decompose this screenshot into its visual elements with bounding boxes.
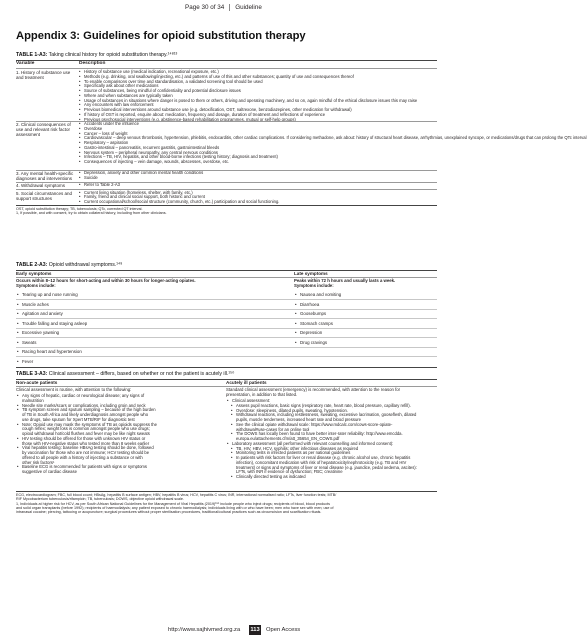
list-item: • Note: Opioid use may mask the symptoms of TB as opioids suppress the [16, 423, 157, 428]
page-title: Appendix 3: Guidelines for opioid substitution therapy [16, 30, 306, 42]
table1-row-label: 1. History of substance use and treatment [16, 70, 71, 80]
table1-row-bullets [78, 183, 120, 188]
list-item: use drugs, take sputum for Xpert MTB/RIF for diagnostic test [22, 416, 135, 422]
table2-row-separator [16, 318, 437, 319]
table1-row-description [78, 191, 279, 205]
list-item: • Diarrhoea [294, 300, 341, 310]
list-item: • Any encounters with law enforcement [78, 103, 417, 108]
table1-row-bullets [78, 191, 279, 205]
list-item: • Agitation and anxiety [16, 309, 87, 319]
list-item: • History of substance use (medical indication, recreational exposure, etc.) [78, 70, 417, 75]
list-item: other risk factors¹ [22, 459, 55, 465]
list-item: • The DOWS has locally been found to have better inter-rater reliability: http://www.emcdda. [226, 432, 417, 437]
list-item: • See the clinical opiate withdrawal scale: https://www.mdcalc.com/cows-score-opiate- [226, 423, 417, 428]
table1-row-label: 2. Clinical consequences of use and relevant risk factor assessment [16, 122, 71, 137]
table3-right-lab [226, 447, 417, 480]
list-item: • Assess pupil reactions, basic signs (respiratory rate, heart rate, blood pressure, capillary refill). [226, 404, 417, 409]
list-item: • Needle site marks/scars or complications, including groin and neck [16, 404, 157, 409]
list-item: • Methods (e.g. drinking, oral swallowing/injecting, etc.) and patterns of use of this and other substances; quantity of use and consequences thereof [78, 75, 417, 80]
list-item: • Stomach cramps [294, 319, 341, 329]
table2-row-separator [16, 328, 437, 329]
list-item: • If history of OST is reported, enquire about: medication, frequency and dosage, duration of treatment and reflections of experience [78, 113, 417, 118]
list-item: • Infections – TB, HIV, hepatitis, and other blood-borne infections (testing history; diagnosis and treatment) [78, 155, 587, 160]
table1-row-description [78, 171, 203, 181]
list-item: • Gastro-intestinal – pancreatitis, recurrent gastritis, gastrointestinal bleeds [78, 146, 587, 151]
list-item: • Nausea and vomiting [294, 290, 341, 300]
header-divider [229, 4, 230, 11]
list-item: • TB symptom screen and sputum sampling – because of the high burden [16, 408, 157, 413]
table1-row-separator [16, 121, 437, 122]
list-item: • Laboratory assessment (all performed with relevant counselling and informed consent): [226, 442, 417, 447]
footer-page-number: 113 [250, 627, 260, 633]
list-item: offered to all people with a history of injecting a substance or with [22, 454, 143, 460]
list-item: • Family, friend and clinical social support, both historic and current [78, 195, 279, 200]
table3-right-intro2: presentation, in addition to that listed. [226, 392, 298, 397]
list-item: • Suicide [78, 176, 203, 181]
list-item: • Where and when substances are typically taken [78, 94, 417, 99]
table2-caption: TABLE 2-A3: Opioid withdrawal symptoms.¹⁴⁹ [16, 262, 123, 268]
header-text [185, 4, 262, 11]
table2-early-intro1: Occurs within 8–12 hours for short-acting and within 30 hours for longer-acting opiates. [16, 278, 196, 283]
table3-footnote: 1, Individuals at higher risk for HCV, as per South African National Guidelines for the Management of Viral Hepatitis (2019)¹⁵¹ include people who inject drugs; recipients of blood, blood products [16, 501, 330, 506]
table3-left-intro: Clinical assessment is routine, with attention to the following: [16, 387, 132, 392]
table1-header-variable: Variable [16, 61, 35, 66]
list-item: • Refer to Table 2-A3 [78, 183, 120, 188]
table1-row-description [78, 70, 417, 122]
table2-row-separator [16, 347, 437, 348]
list-item: by vaccination for those who are not immune; HCV testing should be [22, 450, 150, 455]
list-item: • Current living situation (homeless, shelter, with family, etc.) [78, 191, 279, 196]
list-item: of TB in South Africa and likely underdiagnosis amongst people who [22, 412, 149, 417]
list-item: • Sweats [16, 338, 87, 348]
table3-header-acute: Acutely ill patients [226, 379, 267, 385]
list-item: cough reflex; weight loss is common amongst people who use drugs; [22, 426, 150, 432]
list-item: • In patients with risk factors for liver or renal disease (e.g. chronic alcohol use, chronic hepatitis [226, 456, 417, 461]
table1-row-bullets [78, 70, 417, 122]
table1-row-label: 3. Any mental health-specific diagnoses and interventions [16, 171, 74, 181]
table2-row-separator [16, 309, 437, 310]
table3-footnote: ECG, electrocardiogram; FBC, full blood count; HBsAg, hepatitis B surface antigen; HBV, hepatitis B virus; HCV, hepatitis C virus; INR, international normalised ratio; LFTs, liver function tests; MTB/ [16, 493, 337, 497]
table3-header-nonacute: Non-acute patients [16, 379, 58, 385]
list-item: • Accidents under the influence [78, 122, 587, 127]
table3-caption: TABLE 3-A3: Clinical assessment – differs, based on whether or not the patient is acutely ill.¹⁵⁰ [16, 371, 235, 377]
table2-row-separator [16, 299, 437, 300]
table2-header-early: Early symptoms [16, 270, 52, 276]
list-item: • HIV testing should be offered for those with unknown HIV status or [16, 437, 157, 442]
list-item: • Specifically ask about other medications [78, 84, 417, 89]
section-label: Guideline [235, 4, 262, 12]
table1-caption: TABLE 1-A3: Taking clinical history for opioid substitution therapy.¹⁴⁸¹³ [16, 52, 178, 58]
table1-row-bullets [78, 122, 587, 165]
list-item: • Tearing up and nose running [16, 290, 87, 300]
list-item: treatment) or signs and symptoms of liver or renal disease (e.g. jaundice, pedal oedema, ascites): [236, 464, 417, 470]
list-item: pupils, muscle tenderness, increased heart rate and blood pressure [236, 417, 361, 422]
list-item: • Overdose [78, 127, 587, 132]
list-item: • Baseline ECG is recommended for patients with signs or symptoms [16, 465, 157, 470]
list-item: • Overdose: sleepiness, dilated pupils, sweating, hypotension. [226, 409, 417, 414]
list-item: • TB, HIV, HBV, HCV, syphilis; other infectious diseases as required [226, 447, 417, 452]
list-item: • Drug cravings [294, 338, 341, 348]
list-item: • Usage of substances in situations where danger is posed to them or others, driving and operating machinery, and so on, again mindful of the ethical disclosure issues this may raise [78, 99, 417, 104]
list-item: • Previous psychosocial interventions (e.g. abstinence-based rehabilitation programmes, mutual or self-help groups) [78, 118, 417, 123]
table1-row-separator [16, 182, 437, 183]
table3-right-intro1: Standard clinical assessment (emergency) is recommended, with attention to the reason for [226, 387, 401, 392]
table1-row-description [78, 122, 587, 165]
list-item: withdrawal#use-cases for an online tool [236, 426, 310, 432]
list-item: • Racing heart and hypertension [16, 347, 87, 357]
table1-row-description [78, 183, 120, 188]
list-item: • Clinically directed testing as indicated [226, 475, 417, 480]
list-item: • Excessive yawning [16, 328, 87, 338]
list-item: • Withdrawal reactions, including restlessness, sweating, excessive lacrimation, gooseflesh, dilated [226, 413, 417, 418]
list-item: • Respiratory – aspiration [78, 141, 587, 146]
table2-row-separator [16, 356, 437, 357]
list-item: • Muscle aches [16, 300, 87, 310]
list-item: • Viral hepatitis testing: baseline HBsAg testing should be done, followed [16, 446, 157, 451]
table1-bottom-rule [16, 205, 437, 206]
page-header [0, 0, 453, 16]
table3-footnote: and solid organ transplants (before 1992); recipients of haemodialysis; any patient exposed to chronic haemodialysis; individuals living with or who have been; men who have sex with men; use of [16, 505, 334, 510]
table2-bottom-rule [16, 367, 437, 368]
table3-left-list [16, 394, 157, 475]
table2-late-intro1: Peaks within 72 h hours and usually lasts a week. [294, 278, 396, 283]
table1-row-label: 4. Withdrawal symptoms [16, 183, 66, 188]
list-item: • Nervous system – peripheral neuropathy, any central nervous conditions [78, 151, 587, 156]
table3-footnote: RIF Mycobacterium tuberculosis/rifampicin; TB, tuberculosis; DOWS, objective opioid withdrawal scale. [16, 497, 184, 502]
list-item: • Depression, anxiety and other common mental health conditions [78, 171, 203, 176]
table2-header-late: Late symptoms [294, 270, 328, 276]
table1-row-label: 5. Social circumstances and support structures [16, 190, 73, 201]
list-item: those with HIV-negative status who tested more than 8 weeks earlier [22, 440, 150, 446]
table1-row-separator [16, 170, 437, 171]
list-item: • Monitoring tests in infected patients as per national guidelines [226, 451, 417, 456]
list-item: europa.eu/attachements.cfm/att_35654_EN_COWS.pdf [236, 436, 340, 441]
table1-header-description: Description [79, 61, 106, 66]
table2-late-intro2: Symptoms include: [294, 283, 334, 288]
page-footer [0, 625, 453, 637]
list-item: LFTs, with INR if evidence of dysfunction; FBC; creatinine [236, 469, 343, 475]
list-item: suggestive of cardiac disease [22, 469, 77, 474]
table3-left-column [16, 394, 157, 475]
table1-row-bullets [78, 171, 203, 181]
list-item: • Source of substances, being mindful of confidentiality and potential disclosure issues [78, 89, 417, 94]
table2-row-separator [16, 337, 437, 338]
table3-right-clinical [226, 404, 417, 442]
table1-row-separator [16, 189, 437, 190]
page-number: Page 30 of 34 [185, 4, 225, 12]
table1-footnote: OST, opioid substitution therapy; TB, tuberculosis; QTc, corrected QT interval. [16, 207, 143, 211]
list-item: • Trouble falling and staying asleep [16, 319, 87, 329]
list-item: • Any signs of hepatic, cardiac or neurological disease; any signs of [16, 394, 157, 399]
list-item: • Current occupational/school/social structure (community, church, etc.) participation and social functioning. [78, 200, 279, 205]
list-item: • Clinical assessment: [226, 399, 417, 404]
list-item: opioid withdrawal hot/cold flushes and fever may be like night sweats [22, 431, 150, 436]
open-access-label: Open Access [266, 627, 301, 633]
table3-bottom-rule [16, 491, 437, 492]
journal-url[interactable]: http://www.sajhivmed.org.za [168, 627, 241, 633]
list-item: malnutrition [22, 397, 44, 403]
list-item: • Previous biomedical interventions around substance use (e.g. detoxification, OST, naltrexone, benzodiazepines, other medication for withdrawal) [78, 108, 417, 113]
table3-footnote: intranasal cocaine; piercing, tattooing or acupuncture; surgical procedures without proper sterilisation procedures, traditional/cultural practices such as circumcision and scarification rituals. [16, 510, 322, 515]
table2-early-intro2: Symptoms include: [16, 283, 56, 288]
list-item: infection), concomitant medication with risk of hepatotoxicity/nephrotoxicity (e.g. TB and HIV [236, 459, 407, 465]
table2-top-rule [16, 270, 437, 271]
table3-right-column [226, 399, 417, 480]
list-item: • Cardiovascular – deep venous thrombosis, hypertension, phlebitis, endocarditis, other cardiac complications. If considering methadone, ask about: history of structural heart disease, arrhythmias, unexplained syncope, or medications/drugs that can prolong the QTc interval [78, 136, 587, 141]
list-item: • Cancer – loss of weight [78, 132, 587, 137]
list-item: • Depression [294, 328, 341, 338]
list-item: • Goosebumps [294, 309, 341, 319]
list-item: • Consequences of injecting – vein damage, wounds, abscesses, overdose, etc. [78, 160, 587, 165]
list-item: • To enable comparisons over time and standardisation, a validated screening tool should be used [78, 80, 417, 85]
list-item: • Fever [16, 357, 87, 367]
table1-footnote: 1, If possible, and with consent, try to obtain collateral history, including from other clinicians. [16, 211, 167, 216]
